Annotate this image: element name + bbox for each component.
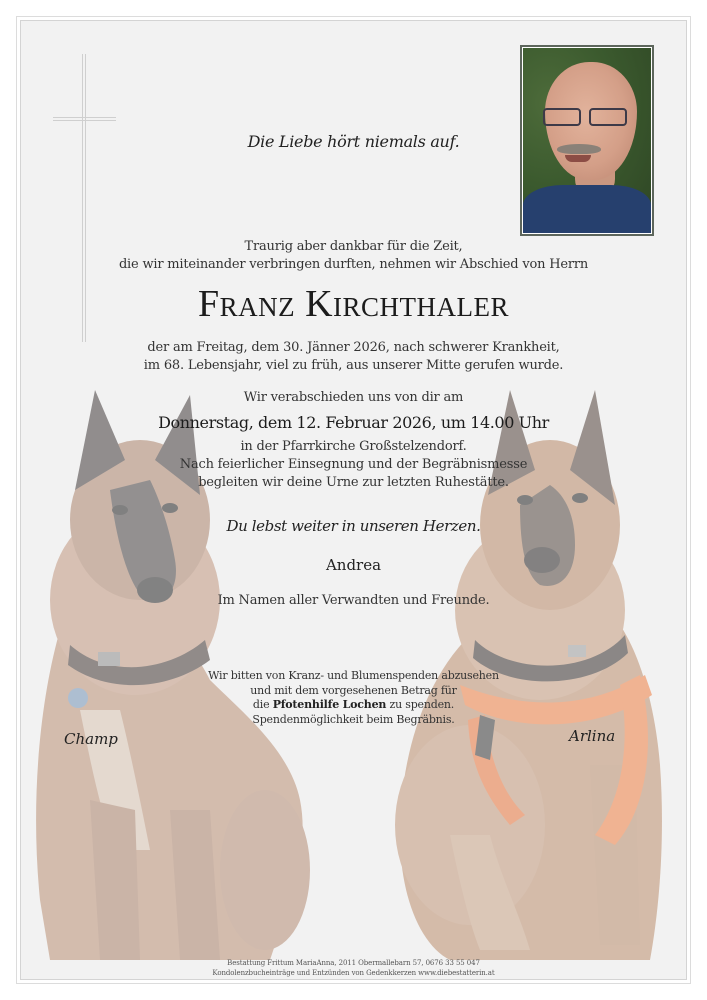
closing-motto: Du lebst weiter in unseren Herzen.	[226, 517, 481, 535]
mourner-name: Andrea	[325, 556, 382, 574]
donation-line: Spendenmöglichkeit beim Begräbnis.	[252, 712, 455, 726]
dog-label-champ: Champ	[64, 730, 118, 748]
donation-request	[0, 669, 707, 727]
donation-line: die Pfotenhilfe Lochen zu spenden.	[252, 698, 455, 711]
intro-text	[0, 238, 707, 274]
death-line: im 68. Lebensjahr, viel zu früh, aus unserer Mitte gerufen wurde.	[143, 358, 564, 373]
ceremony-details	[0, 438, 707, 492]
footer-line: Bestattung Frittum MariaAnna, 2011 Obermallebarn 57, 0676 33 55 047	[227, 959, 480, 967]
ceremony-line: Nach feierlicher Einsegnung und der Begräbnismesse	[179, 457, 528, 472]
ceremony-line: begleiten wir deine Urne zur letzten Ruhestätte.	[198, 475, 509, 490]
dog-label-arlina: Arlina	[569, 727, 616, 745]
ceremony-line: in der Pfarrkirche Großstelzendorf.	[240, 439, 467, 454]
charity-name: Pfotenhilfe Lochen	[272, 698, 387, 711]
funeral-home-footer	[0, 958, 707, 978]
intro-line: die wir miteinander verbringen durften, nehmen wir Abschied von Herrn	[118, 257, 589, 272]
relatives-line: Im Namen aller Verwandten und Freunde.	[217, 593, 490, 608]
death-line: der am Freitag, dem 30. Jänner 2026, nach schwerer Krankheit,	[147, 340, 560, 355]
intro-line: Traurig aber dankbar für die Zeit,	[244, 239, 463, 254]
donation-line: Wir bitten von Kranz- und Blumenspenden abzusehen	[208, 669, 499, 682]
donation-line: und mit dem vorgesehenen Betrag für	[250, 683, 457, 697]
ceremony-date: Donnerstag, dem 12. Februar 2026, um 14.00 Uhr	[158, 413, 549, 432]
motto: Die Liebe hört niemals auf.	[247, 132, 460, 151]
farewell-intro: Wir verabschieden uns von dir am	[243, 390, 464, 405]
footer-line: Kondolenzbucheinträge und Entzünden von Gedenkkerzen www.diebestatterin.at	[212, 969, 495, 977]
death-details	[0, 339, 707, 375]
deceased-name: Franz Kirchthaler	[197, 283, 510, 325]
